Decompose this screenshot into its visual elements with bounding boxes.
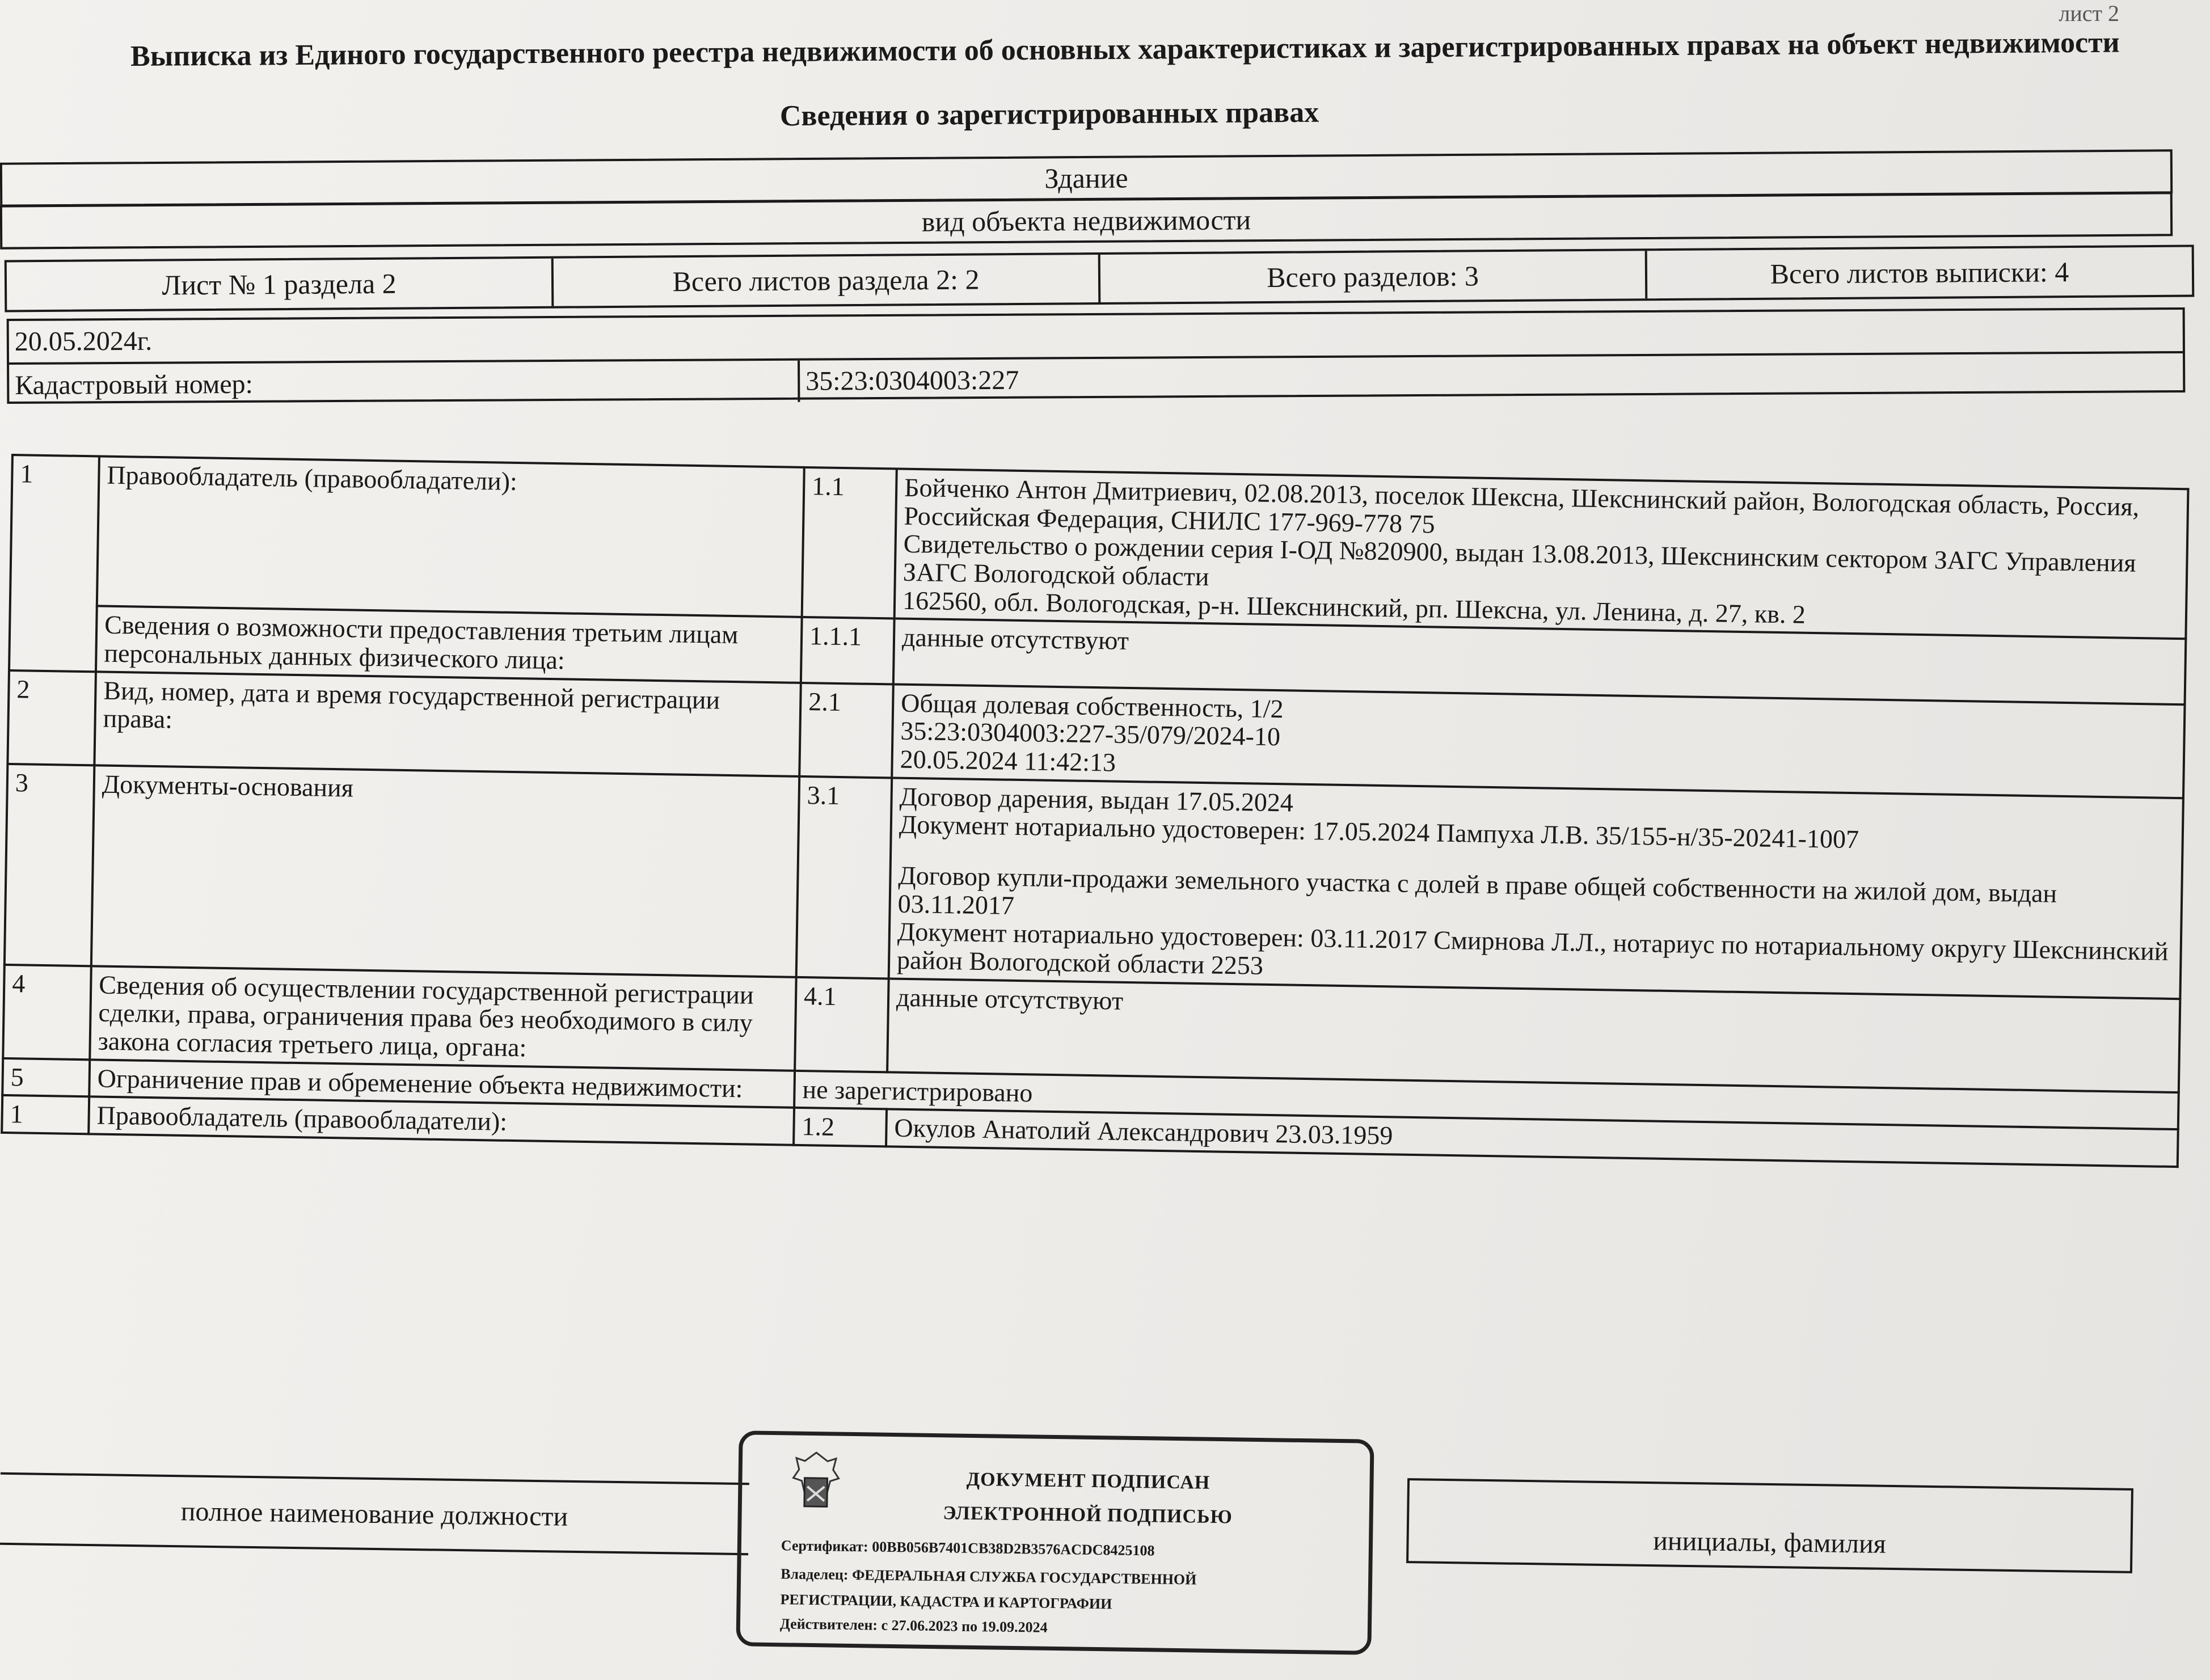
extract-date: 20.05.2024г. bbox=[14, 326, 153, 357]
rightholder-details bbox=[895, 469, 2188, 639]
name-caption: инициалы, фамилия bbox=[1652, 1526, 1887, 1559]
row-subnumber: 1.2 bbox=[794, 1108, 887, 1146]
emblem-icon bbox=[785, 1446, 848, 1518]
total-sections: Всего разделов: 3 bbox=[1100, 251, 1648, 302]
row-label: Сведения об осуществлении государственной регистрации сделки, права, ограничения права без необходимого в силу закона согласия третьего лица, органа: bbox=[90, 966, 796, 1071]
registration-datetime: 20.05.2024 11:42:13 bbox=[900, 744, 1116, 777]
row-label: Сведения о возможности предоставления третьим лицам персональных данных физического лица: bbox=[96, 606, 802, 683]
ownership-type: Общая долевая собственность, 1/2 bbox=[900, 688, 1284, 723]
object-kind-caption: вид объекта недвижимости bbox=[921, 204, 1251, 238]
document-title: Выписка из Единого государственного реестра недвижимости об основных характеристиках и зарегистрированных правах на объект недвижимости bbox=[130, 26, 2120, 73]
table-row bbox=[5, 764, 2183, 999]
stamp-validity: Действителен: с 27.06.2023 по 19.09.2024 bbox=[779, 1615, 1048, 1636]
basis-document-notary: Документ нотариально удостоверен: 03.11.2017 Смирнова Л.Л., нотариус по нотариальному округу Шекснинский район Вологодской области 2253 bbox=[896, 917, 2169, 980]
second-rightholder: Окулов Анатолий Александрович 23.03.1959 bbox=[886, 1109, 2178, 1167]
row-label: Вид, номер, дата и время государственной регистрации права: bbox=[94, 672, 800, 776]
name-caption-cell bbox=[1406, 1478, 2133, 1573]
row-subnumber: 1.1.1 bbox=[801, 617, 895, 684]
row-subnumber: 1.1 bbox=[802, 467, 897, 619]
row-label: Ограничение прав и обременение объекта недвижимости: bbox=[89, 1060, 795, 1108]
stamp-certificate: Сертификат: 00BB056B7401CB38D2B3576ACDC8425108 bbox=[781, 1537, 1155, 1559]
row-value: данные отсутствуют bbox=[887, 978, 2180, 1092]
electronic-signature-stamp bbox=[736, 1430, 1374, 1655]
object-type-value: Здание bbox=[1044, 162, 1128, 195]
date-cadastral-block bbox=[7, 307, 2186, 404]
sheet-number: Лист № 1 раздела 2 bbox=[7, 259, 554, 310]
row-label: Правообладатель (правообладатели): bbox=[97, 456, 804, 617]
total-sheets-extract: Всего листов выписки: 4 bbox=[1770, 256, 2069, 290]
rightholder-birth-certificate: Свидетельство о рождении серия I-ОД №820900, выдан 13.08.2013, Шекснинским сектором ЗАГС Управления ЗАГС Вологодской области bbox=[902, 529, 2136, 592]
row-label: Документы-основания bbox=[91, 765, 799, 977]
stamp-title-line2: ЭЛЕКТРОННОЙ ПОДПИСЬЮ bbox=[943, 1502, 1233, 1528]
stamp-owner-line2: РЕГИСТРАЦИИ, КАДАСТРА И КАРТОГРАФИИ bbox=[780, 1591, 1112, 1613]
rights-table bbox=[1, 454, 2189, 1168]
page-mark: лист 2 bbox=[2059, 1, 2119, 26]
cadastral-number: 35:23:0304003:227 bbox=[805, 365, 1019, 396]
row-subnumber: 4.1 bbox=[795, 977, 889, 1073]
basis-documents bbox=[889, 778, 2183, 999]
row-subnumber: 3.1 bbox=[796, 776, 892, 979]
basis-document: Договор купли-продажи земельного участка с долей в праве общей собственности на жилой дом, выдан 03.11.2017 bbox=[897, 860, 2057, 920]
row-number: 4 bbox=[3, 965, 91, 1060]
rightholder-address: 162560, обл. Вологодская, р-н. Шекснинский, рп. Шексна, ул. Ленина, д. 27, кв. 2 bbox=[902, 585, 1806, 629]
position-caption: полное наименование должности bbox=[180, 1496, 568, 1532]
stamp-owner-line1: Владелец: ФЕДЕРАЛЬНАЯ СЛУЖБА ГОСУДАРСТВЕННОЙ bbox=[780, 1565, 1197, 1588]
row-label: Правообладатель (правообладатели): bbox=[88, 1097, 794, 1145]
total-sheets-section: Всего листов раздела 2: 2 bbox=[554, 255, 1101, 306]
stamp-title-line1: ДОКУМЕНТ ПОДПИСАН bbox=[966, 1468, 1211, 1493]
basis-document-notary: Документ нотариально удостоверен: 17.05.2024 Пампуха Л.В. 35/155-н/35-20241-1007 bbox=[899, 810, 1859, 854]
signature-footer bbox=[0, 1435, 2210, 1673]
rightholder-identity: Бойченко Антон Дмитриевич, 02.08.2013, поселок Шексна, Шекснинский район, Вологодская область, Россия, Российская Федерация, СНИЛС 177-969-778 75 bbox=[904, 472, 2140, 539]
row-number: 1 bbox=[9, 455, 99, 672]
row-subnumber: 2.1 bbox=[799, 683, 893, 778]
row-number: 5 bbox=[2, 1058, 90, 1097]
sheet-info-row bbox=[5, 245, 2195, 313]
row-number: 1 bbox=[2, 1095, 89, 1134]
basis-document: Договор дарения, выдан 17.05.2024 bbox=[899, 782, 1294, 817]
row-number: 3 bbox=[5, 764, 95, 966]
row-value: не зарегистрировано bbox=[794, 1071, 2179, 1130]
row-number: 2 bbox=[7, 670, 96, 765]
cadastral-label: Кадастровый номер: bbox=[9, 361, 800, 406]
row-value: данные отсутствуют bbox=[893, 619, 2186, 704]
document-subtitle: Сведения о зарегистрированных правах bbox=[779, 96, 1319, 133]
position-caption-cell bbox=[0, 1472, 749, 1555]
registration-number: 35:23:0304003:227-35/079/2024-10 bbox=[900, 716, 1281, 752]
